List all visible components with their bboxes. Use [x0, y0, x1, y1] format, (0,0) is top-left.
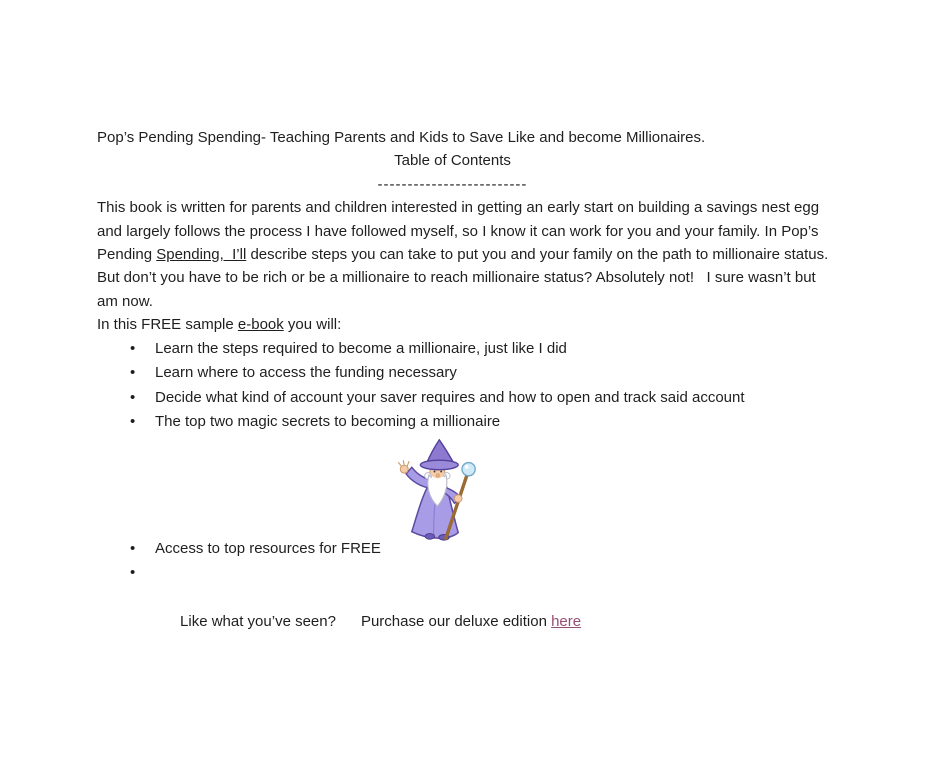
bullet-icon: • [130, 388, 136, 406]
bullet-icon: • [130, 364, 136, 382]
bullet-icon: • [130, 539, 136, 557]
wizard-illustration [384, 437, 504, 543]
purchase-text: Like what you’ve seen? Purchase our deluxe edition [180, 613, 552, 631]
wizard-clipart-image [384, 437, 504, 543]
bullet-icon: • [130, 339, 136, 357]
bullet-text: Access to top resources for FREE [155, 539, 381, 557]
bullet-icon: • [130, 564, 136, 582]
list-item [97, 337, 840, 362]
purchase-here-link[interactable]: here [551, 613, 582, 631]
intro-text-before: This book is written for parents and children interested in getting an early start on building a savings nest egg and largely follows the process I have followed myself, so I know it can work for you and your family. In Pop’s Pending [97, 199, 824, 264]
bullet-text: Learn the steps required to become a millionaire, just like I did [155, 339, 567, 357]
free-sample-line [97, 313, 840, 336]
intro-paragraph [97, 196, 840, 313]
bullet-text: Learn where to access the funding necessary [155, 364, 457, 382]
free-sample-text-before: In this FREE sample [97, 316, 238, 334]
bullet-text: The top two magic secrets to becoming a millionaire [155, 413, 501, 431]
benefits-list [97, 337, 840, 435]
list-item [97, 386, 840, 411]
list-item [97, 410, 840, 435]
list-item [97, 561, 840, 659]
bullet-icon: • [130, 413, 136, 431]
document-title: Pop’s Pending Spending- Teaching Parents and Kids to Save Like and become Millionaires. [97, 129, 706, 146]
list-item [97, 537, 840, 562]
bullet-text: Decide what kind of account your saver requires and how to open and track said account [155, 388, 745, 406]
list-item [97, 361, 840, 386]
bottom-benefits-list [97, 537, 840, 660]
spending-link[interactable]: Spending, I’ll [156, 246, 247, 264]
toc-heading: Table of Contents [394, 152, 511, 170]
free-sample-text-after: you will: [283, 316, 342, 334]
divider-dashes: ------------------------- [377, 175, 528, 193]
intro-text-after: describe steps you can take to put you and your family on the path to millionaire status. But don’t you have to be rich or be a millionaire to reach millionaire status? Absolutely not! I sure wasn’t but am now. [97, 246, 837, 310]
ebook-link[interactable]: e-book [237, 316, 284, 334]
